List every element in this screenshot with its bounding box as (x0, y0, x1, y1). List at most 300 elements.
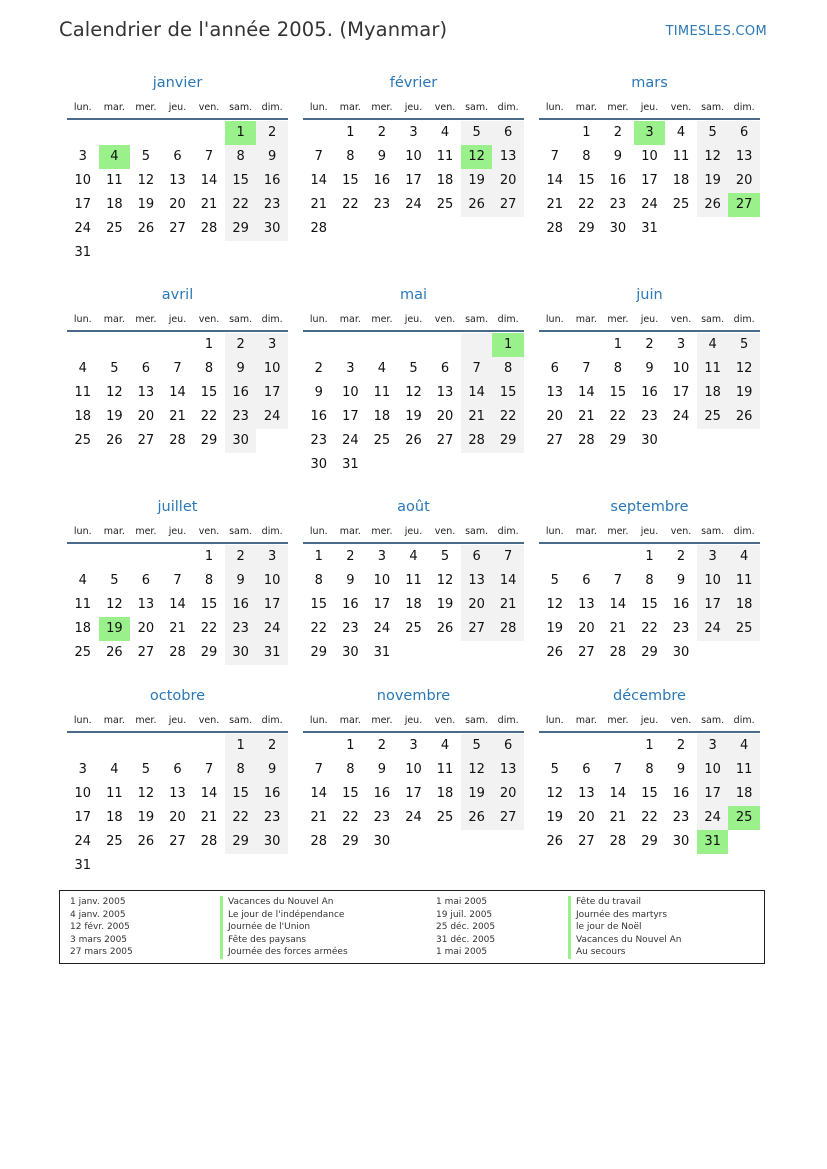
day-cell[interactable]: 15 (310, 597, 328, 612)
day-cell[interactable]: 20 (137, 621, 155, 636)
day-cell[interactable]: 7 (173, 573, 182, 588)
day-cell[interactable]: 5 (141, 149, 151, 164)
day-cell[interactable]: 20 (169, 197, 186, 212)
day-cell[interactable]: 1 (346, 738, 355, 753)
day-cell[interactable]: 25 (74, 433, 92, 448)
day-cell[interactable]: 10 (405, 762, 422, 777)
day-cell[interactable]: 23 (310, 433, 328, 448)
day-cell[interactable]: 14 (609, 786, 627, 801)
day-cell[interactable]: 28 (310, 221, 328, 236)
day-cell[interactable]: 9 (256, 145, 288, 169)
day-cell[interactable]: 22 (310, 621, 328, 636)
day-cell[interactable]: 1 (346, 125, 355, 140)
day-cell[interactable]: 24 (697, 617, 729, 641)
day-cell[interactable]: 22 (492, 405, 524, 429)
day-cell[interactable]: 25 (672, 197, 690, 212)
day-cell[interactable]: 4 (78, 361, 87, 376)
day-cell[interactable]: 11 (728, 569, 760, 593)
day-cell[interactable]: 21 (310, 197, 328, 212)
day-cell[interactable]: 21 (492, 593, 524, 617)
day-cell[interactable]: 12 (461, 145, 493, 169)
day-cell[interactable]: 12 (436, 573, 454, 588)
day-cell[interactable]: 11 (697, 357, 729, 381)
day-cell[interactable]: 18 (697, 381, 729, 405)
day-cell[interactable]: 21 (169, 409, 186, 424)
day-cell[interactable]: 13 (492, 758, 524, 782)
day-cell[interactable]: 26 (728, 405, 760, 429)
day-cell[interactable]: 23 (373, 197, 391, 212)
day-cell[interactable]: 10 (405, 149, 422, 164)
day-cell[interactable]: 21 (578, 409, 595, 424)
day-cell[interactable]: 13 (461, 569, 493, 593)
day-cell[interactable]: 8 (204, 361, 214, 376)
day-cell[interactable]: 24 (373, 621, 391, 636)
day-cell[interactable]: 10 (697, 569, 729, 593)
day-cell[interactable]: 9 (645, 361, 654, 376)
day-cell[interactable]: 5 (728, 333, 760, 357)
day-cell[interactable]: 17 (256, 381, 288, 405)
day-cell[interactable]: 1 (204, 337, 214, 352)
day-cell[interactable]: 30 (342, 645, 359, 660)
day-cell[interactable]: 16 (342, 597, 359, 612)
day-cell[interactable]: 25 (373, 433, 391, 448)
day-cell[interactable]: 1 (225, 734, 257, 758)
day-cell[interactable]: 14 (169, 385, 186, 400)
day-cell[interactable]: 16 (256, 782, 288, 806)
day-cell[interactable]: 16 (672, 786, 690, 801)
day-cell[interactable]: 19 (436, 597, 454, 612)
day-cell[interactable]: 24 (641, 197, 658, 212)
day-cell[interactable]: 17 (373, 597, 391, 612)
day-cell[interactable]: 13 (578, 786, 595, 801)
day-cell[interactable]: 11 (74, 597, 92, 612)
day-cell[interactable]: 5 (461, 734, 493, 758)
day-cell[interactable]: 13 (137, 385, 155, 400)
day-cell[interactable]: 5 (110, 361, 119, 376)
day-cell[interactable]: 24 (74, 221, 92, 236)
day-cell[interactable]: 28 (578, 433, 595, 448)
day-cell[interactable]: 28 (461, 429, 493, 453)
day-cell[interactable]: 10 (373, 573, 391, 588)
day-cell[interactable]: 22 (578, 197, 595, 212)
day-cell[interactable]: 7 (173, 361, 182, 376)
day-cell[interactable]: 11 (672, 149, 690, 164)
day-cell[interactable]: 30 (641, 433, 658, 448)
day-cell[interactable]: 18 (436, 173, 454, 188)
day-cell[interactable]: 20 (461, 593, 493, 617)
day-cell[interactable]: 31 (641, 221, 658, 236)
day-cell[interactable]: 2 (314, 361, 323, 376)
day-cell[interactable]: 2 (346, 549, 355, 564)
day-cell[interactable]: 3 (697, 545, 729, 569)
day-cell[interactable]: 4 (377, 361, 387, 376)
day-cell[interactable]: 24 (256, 617, 288, 641)
day-cell[interactable]: 6 (728, 121, 760, 145)
day-cell[interactable]: 3 (377, 549, 387, 564)
day-cell[interactable]: 16 (641, 385, 658, 400)
day-cell[interactable]: 31 (342, 457, 359, 472)
day-cell[interactable]: 13 (169, 786, 186, 801)
day-cell[interactable]: 26 (137, 221, 155, 236)
day-cell[interactable]: 11 (436, 762, 454, 777)
day-cell[interactable]: 20 (137, 409, 155, 424)
day-cell[interactable]: 17 (641, 173, 658, 188)
day-cell[interactable]: 23 (373, 810, 391, 825)
day-cell[interactable]: 18 (436, 786, 454, 801)
day-cell[interactable]: 29 (641, 645, 658, 660)
day-cell[interactable]: 25 (697, 405, 729, 429)
day-cell[interactable]: 23 (256, 806, 288, 830)
day-cell[interactable]: 24 (405, 197, 422, 212)
day-cell[interactable]: 26 (546, 834, 564, 849)
day-cell[interactable]: 15 (492, 381, 524, 405)
day-cell[interactable]: 12 (106, 385, 123, 400)
day-cell[interactable]: 26 (697, 193, 729, 217)
day-cell[interactable]: 21 (200, 197, 218, 212)
day-cell[interactable]: 6 (440, 361, 450, 376)
day-cell[interactable]: 10 (342, 385, 359, 400)
day-cell[interactable]: 20 (436, 409, 454, 424)
day-cell[interactable]: 18 (728, 593, 760, 617)
day-cell[interactable]: 23 (225, 617, 257, 641)
day-cell[interactable]: 24 (405, 810, 422, 825)
day-cell[interactable]: 10 (256, 569, 288, 593)
day-cell[interactable]: 17 (672, 385, 690, 400)
day-cell[interactable]: 6 (492, 121, 524, 145)
day-cell[interactable]: 20 (728, 169, 760, 193)
day-cell[interactable]: 20 (492, 169, 524, 193)
day-cell[interactable]: 1 (645, 549, 654, 564)
day-cell[interactable]: 20 (169, 810, 186, 825)
day-cell[interactable]: 8 (346, 149, 355, 164)
day-cell[interactable]: 19 (546, 621, 564, 636)
day-cell[interactable]: 23 (672, 810, 690, 825)
day-cell[interactable]: 8 (645, 573, 654, 588)
day-cell[interactable]: 12 (546, 597, 564, 612)
day-cell[interactable]: 12 (106, 597, 123, 612)
day-cell[interactable]: 28 (609, 834, 627, 849)
day-cell[interactable]: 16 (373, 786, 391, 801)
day-cell[interactable]: 11 (106, 786, 123, 801)
day-cell[interactable]: 6 (141, 361, 151, 376)
day-cell[interactable]: 9 (676, 573, 686, 588)
day-cell[interactable]: 10 (256, 357, 288, 381)
day-cell[interactable]: 22 (641, 621, 658, 636)
brand-link[interactable]: TIMESLES.COM (665, 24, 767, 39)
day-cell[interactable]: 18 (672, 173, 690, 188)
day-cell[interactable]: 5 (141, 762, 151, 777)
day-cell[interactable]: 14 (492, 569, 524, 593)
day-cell[interactable]: 15 (225, 782, 257, 806)
day-cell[interactable]: 18 (74, 409, 92, 424)
day-cell[interactable]: 9 (225, 357, 257, 381)
day-cell[interactable]: 15 (200, 597, 218, 612)
day-cell[interactable]: 4 (99, 145, 131, 169)
day-cell[interactable]: 24 (74, 834, 92, 849)
day-cell[interactable]: 8 (225, 758, 257, 782)
day-cell[interactable]: 20 (578, 810, 595, 825)
day-cell[interactable]: 3 (697, 734, 729, 758)
day-cell[interactable]: 19 (137, 197, 155, 212)
day-cell[interactable]: 7 (204, 762, 214, 777)
day-cell[interactable]: 3 (346, 361, 355, 376)
day-cell[interactable]: 5 (550, 573, 559, 588)
day-cell[interactable]: 27 (546, 433, 564, 448)
day-cell[interactable]: 22 (225, 193, 257, 217)
day-cell[interactable]: 6 (492, 734, 524, 758)
day-cell[interactable]: 4 (440, 738, 450, 753)
day-cell[interactable]: 21 (461, 405, 493, 429)
day-cell[interactable]: 27 (578, 645, 595, 660)
day-cell[interactable]: 12 (697, 145, 729, 169)
day-cell[interactable]: 5 (697, 121, 729, 145)
day-cell[interactable]: 26 (106, 645, 123, 660)
day-cell[interactable]: 26 (405, 433, 422, 448)
day-cell[interactable]: 7 (613, 762, 623, 777)
day-cell[interactable]: 12 (546, 786, 564, 801)
day-cell[interactable]: 28 (169, 645, 186, 660)
day-cell[interactable]: 4 (697, 333, 729, 357)
day-cell[interactable]: 11 (373, 385, 391, 400)
day-cell[interactable]: 27 (461, 617, 493, 641)
day-cell[interactable]: 27 (169, 221, 186, 236)
day-cell[interactable]: 19 (546, 810, 564, 825)
day-cell[interactable]: 14 (310, 786, 328, 801)
day-cell[interactable]: 9 (377, 149, 387, 164)
day-cell[interactable]: 25 (728, 617, 760, 641)
day-cell[interactable]: 11 (106, 173, 123, 188)
day-cell[interactable]: 23 (256, 193, 288, 217)
day-cell[interactable]: 23 (672, 621, 690, 636)
day-cell[interactable]: 2 (613, 125, 623, 140)
day-cell[interactable]: 24 (672, 409, 690, 424)
day-cell[interactable]: 5 (461, 121, 493, 145)
day-cell[interactable]: 15 (200, 385, 218, 400)
day-cell[interactable]: 15 (225, 169, 257, 193)
day-cell[interactable]: 8 (582, 149, 591, 164)
day-cell[interactable]: 31 (74, 858, 92, 873)
day-cell[interactable]: 14 (169, 597, 186, 612)
day-cell[interactable]: 28 (546, 221, 564, 236)
day-cell[interactable]: 28 (492, 617, 524, 641)
day-cell[interactable]: 29 (200, 645, 218, 660)
day-cell[interactable]: 29 (492, 429, 524, 453)
day-cell[interactable]: 4 (78, 573, 87, 588)
day-cell[interactable]: 27 (578, 834, 595, 849)
day-cell[interactable]: 1 (582, 125, 591, 140)
day-cell[interactable]: 28 (609, 645, 627, 660)
day-cell[interactable]: 22 (200, 409, 218, 424)
day-cell[interactable]: 2 (225, 333, 257, 357)
day-cell[interactable]: 16 (609, 173, 627, 188)
day-cell[interactable]: 31 (256, 641, 288, 665)
day-cell[interactable]: 19 (728, 381, 760, 405)
day-cell[interactable]: 8 (314, 573, 323, 588)
day-cell[interactable]: 5 (409, 361, 418, 376)
day-cell[interactable]: 6 (173, 762, 182, 777)
day-cell[interactable]: 4 (676, 125, 686, 140)
day-cell[interactable]: 28 (200, 834, 218, 849)
day-cell[interactable]: 11 (728, 758, 760, 782)
day-cell[interactable]: 3 (78, 149, 87, 164)
day-cell[interactable]: 16 (310, 409, 328, 424)
day-cell[interactable]: 27 (169, 834, 186, 849)
day-cell[interactable]: 23 (342, 621, 359, 636)
day-cell[interactable]: 17 (342, 409, 359, 424)
day-cell[interactable]: 3 (409, 738, 418, 753)
day-cell[interactable]: 29 (342, 834, 359, 849)
day-cell[interactable]: 19 (106, 409, 123, 424)
day-cell[interactable]: 17 (405, 173, 422, 188)
day-cell[interactable]: 29 (609, 433, 627, 448)
day-cell[interactable]: 25 (405, 621, 422, 636)
day-cell[interactable]: 12 (461, 758, 493, 782)
day-cell[interactable]: 30 (225, 429, 257, 453)
day-cell[interactable]: 17 (256, 593, 288, 617)
day-cell[interactable]: 6 (173, 149, 182, 164)
day-cell[interactable]: 15 (641, 786, 658, 801)
day-cell[interactable]: 14 (200, 786, 218, 801)
day-cell[interactable]: 2 (377, 125, 387, 140)
day-cell[interactable]: 16 (225, 381, 257, 405)
day-cell[interactable]: 24 (342, 433, 359, 448)
day-cell[interactable]: 10 (641, 149, 658, 164)
day-cell[interactable]: 3 (676, 337, 686, 352)
day-cell[interactable]: 14 (461, 381, 493, 405)
day-cell[interactable]: 25 (106, 221, 123, 236)
day-cell[interactable]: 12 (137, 786, 155, 801)
day-cell[interactable]: 21 (546, 197, 564, 212)
day-cell[interactable]: 27 (492, 193, 524, 217)
day-cell[interactable]: 7 (204, 149, 214, 164)
day-cell[interactable]: 22 (225, 806, 257, 830)
day-cell[interactable]: 6 (550, 361, 559, 376)
day-cell[interactable]: 10 (74, 786, 92, 801)
day-cell[interactable]: 8 (645, 762, 654, 777)
day-cell[interactable]: 14 (200, 173, 218, 188)
day-cell[interactable]: 2 (225, 545, 257, 569)
day-cell[interactable]: 4 (440, 125, 450, 140)
day-cell[interactable]: 29 (641, 834, 658, 849)
day-cell[interactable]: 28 (310, 834, 328, 849)
day-cell[interactable]: 8 (613, 361, 623, 376)
day-cell[interactable]: 12 (405, 385, 422, 400)
day-cell[interactable]: 13 (578, 597, 595, 612)
day-cell[interactable]: 31 (74, 245, 92, 260)
day-cell[interactable]: 3 (634, 121, 666, 145)
day-cell[interactable]: 9 (377, 762, 387, 777)
day-cell[interactable]: 21 (609, 810, 627, 825)
day-cell[interactable]: 20 (492, 782, 524, 806)
day-cell[interactable]: 13 (492, 145, 524, 169)
day-cell[interactable]: 30 (672, 834, 690, 849)
day-cell[interactable]: 6 (582, 762, 591, 777)
day-cell[interactable]: 25 (728, 806, 760, 830)
day-cell[interactable]: 17 (697, 593, 729, 617)
day-cell[interactable]: 31 (373, 645, 391, 660)
day-cell[interactable]: 30 (256, 217, 288, 241)
day-cell[interactable]: 11 (74, 385, 92, 400)
day-cell[interactable]: 3 (409, 125, 418, 140)
day-cell[interactable]: 1 (492, 333, 524, 357)
day-cell[interactable]: 7 (613, 573, 623, 588)
day-cell[interactable]: 30 (256, 830, 288, 854)
day-cell[interactable]: 24 (697, 806, 729, 830)
day-cell[interactable]: 16 (373, 173, 391, 188)
day-cell[interactable]: 29 (225, 830, 257, 854)
day-cell[interactable]: 22 (641, 810, 658, 825)
day-cell[interactable]: 30 (672, 645, 690, 660)
day-cell[interactable]: 7 (492, 545, 524, 569)
day-cell[interactable]: 1 (314, 549, 323, 564)
day-cell[interactable]: 16 (225, 593, 257, 617)
day-cell[interactable]: 8 (204, 573, 214, 588)
day-cell[interactable]: 27 (492, 806, 524, 830)
day-cell[interactable]: 5 (440, 549, 450, 564)
day-cell[interactable]: 19 (461, 782, 493, 806)
day-cell[interactable]: 6 (141, 573, 151, 588)
day-cell[interactable]: 11 (405, 573, 422, 588)
day-cell[interactable]: 13 (169, 173, 186, 188)
day-cell[interactable]: 28 (200, 221, 218, 236)
day-cell[interactable]: 3 (256, 333, 288, 357)
day-cell[interactable]: 27 (436, 433, 454, 448)
day-cell[interactable]: 18 (728, 782, 760, 806)
day-cell[interactable]: 4 (110, 762, 119, 777)
day-cell[interactable]: 26 (436, 621, 454, 636)
day-cell[interactable]: 9 (346, 573, 355, 588)
day-cell[interactable]: 26 (546, 645, 564, 660)
day-cell[interactable]: 27 (137, 645, 155, 660)
day-cell[interactable]: 4 (409, 549, 418, 564)
day-cell[interactable]: 3 (78, 762, 87, 777)
day-cell[interactable]: 9 (613, 149, 623, 164)
day-cell[interactable]: 2 (256, 121, 288, 145)
day-cell[interactable]: 23 (225, 405, 257, 429)
day-cell[interactable]: 15 (578, 173, 595, 188)
day-cell[interactable]: 7 (550, 149, 559, 164)
day-cell[interactable]: 27 (728, 193, 760, 217)
day-cell[interactable]: 26 (106, 433, 123, 448)
day-cell[interactable]: 2 (377, 738, 387, 753)
day-cell[interactable]: 26 (461, 193, 493, 217)
day-cell[interactable]: 8 (492, 357, 524, 381)
day-cell[interactable]: 30 (609, 221, 627, 236)
day-cell[interactable]: 13 (436, 385, 454, 400)
day-cell[interactable]: 25 (436, 197, 454, 212)
day-cell[interactable]: 25 (106, 834, 123, 849)
day-cell[interactable]: 19 (99, 617, 131, 641)
day-cell[interactable]: 24 (256, 405, 288, 429)
day-cell[interactable]: 26 (461, 806, 493, 830)
day-cell[interactable]: 21 (609, 621, 627, 636)
day-cell[interactable]: 17 (697, 782, 729, 806)
day-cell[interactable]: 29 (310, 645, 328, 660)
day-cell[interactable]: 29 (225, 217, 257, 241)
day-cell[interactable]: 29 (578, 221, 595, 236)
day-cell[interactable]: 15 (342, 786, 359, 801)
day-cell[interactable]: 19 (461, 169, 493, 193)
day-cell[interactable]: 18 (74, 621, 92, 636)
day-cell[interactable]: 30 (373, 834, 391, 849)
day-cell[interactable]: 22 (342, 810, 359, 825)
day-cell[interactable]: 20 (546, 409, 564, 424)
day-cell[interactable]: 1 (645, 738, 654, 753)
day-cell[interactable]: 25 (74, 645, 92, 660)
day-cell[interactable]: 5 (550, 762, 559, 777)
day-cell[interactable]: 15 (342, 173, 359, 188)
day-cell[interactable]: 18 (373, 409, 391, 424)
